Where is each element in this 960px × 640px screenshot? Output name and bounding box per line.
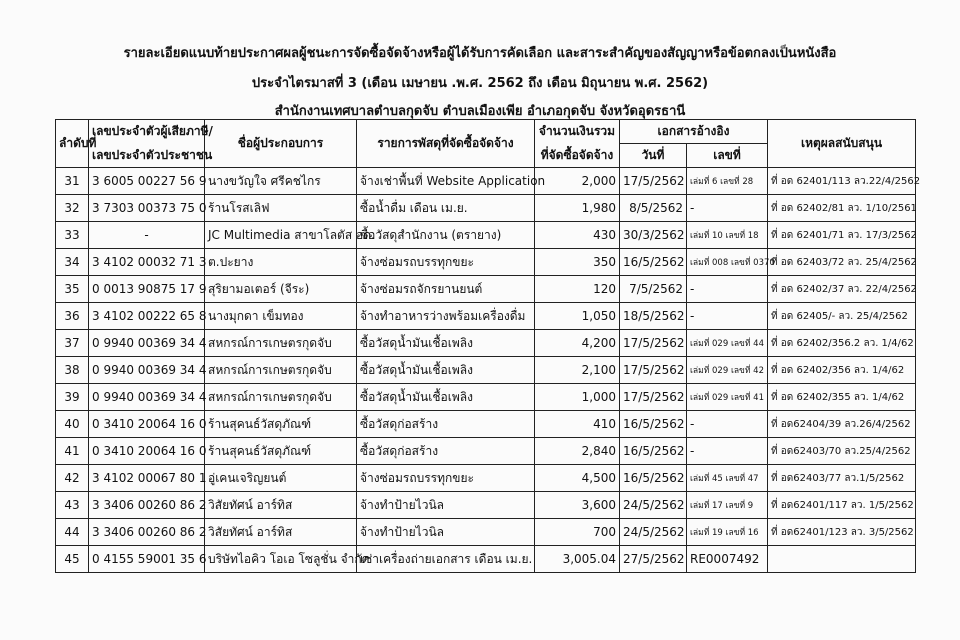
cell-amount: 1,000 bbox=[535, 384, 620, 411]
cell-ref-date: 17/5/2562 bbox=[620, 330, 687, 357]
cell-item: จ้างซ่อมรถบรรทุกขยะ bbox=[357, 249, 535, 276]
cell-reason: ที่ อด62403/70 ลว.25/4/2562 bbox=[768, 438, 916, 465]
cell-vendor: สหกรณ์การเกษตรกุดจับ bbox=[205, 357, 357, 384]
table-row bbox=[56, 222, 916, 249]
table-row bbox=[56, 249, 916, 276]
cell-ref-no: เล่มที่ 029 เลขที่ 41 bbox=[687, 384, 768, 411]
table-row bbox=[56, 411, 916, 438]
cell-ref-no: เล่มที่ 10 เลขที่ 18 bbox=[687, 222, 768, 249]
cell-ref-date: 7/5/2562 bbox=[620, 276, 687, 303]
cell-ref-no: - bbox=[687, 195, 768, 222]
col-header-reason: เหตุผลสนับสนุน bbox=[768, 120, 916, 168]
cell-taxid: 3 4102 00067 80 1 bbox=[89, 465, 205, 492]
cell-no: 36 bbox=[56, 303, 89, 330]
table-header-row bbox=[56, 120, 916, 144]
cell-ref-no: เล่มที่ 008 เลขที่ 0370 bbox=[687, 249, 768, 276]
cell-vendor: JC Multimedia สาขาโลตัส อด. bbox=[205, 222, 357, 249]
col-header-taxid-1: เลขประจำตัวผู้เสียภาษี/ bbox=[89, 120, 205, 144]
cell-no: 33 bbox=[56, 222, 89, 249]
cell-item: ซื้อวัสดุก่อสร้าง bbox=[357, 411, 535, 438]
col-header-amount-1: จำนวนเงินรวม bbox=[535, 120, 620, 144]
cell-taxid: 3 4102 00032 71 3 bbox=[89, 249, 205, 276]
cell-vendor: นางมุกดา เข็มทอง bbox=[205, 303, 357, 330]
procurement-table bbox=[55, 119, 921, 573]
cell-no: 41 bbox=[56, 438, 89, 465]
document-period: ประจำไตรมาสที่ 3 (เดือน เมษายน .พ.ศ. 2562 ถึง เดือน มิถุนายน พ.ศ. 2562) bbox=[251, 76, 709, 91]
cell-vendor: อู่เคนเจริญยนต์ bbox=[205, 465, 357, 492]
cell-no: 42 bbox=[56, 465, 89, 492]
cell-ref-date: 24/5/2562 bbox=[620, 519, 687, 546]
cell-reason: ที่ อด 62403/72 ลว. 25/4/2562 bbox=[768, 249, 916, 276]
cell-reason: ที่ อด62401/117 ลว. 1/5/2562 bbox=[768, 492, 916, 519]
cell-ref-date: 18/5/2562 bbox=[620, 303, 687, 330]
cell-ref-no: - bbox=[687, 276, 768, 303]
cell-reason: ที่ อด 62402/355 ลว. 1/4/62 bbox=[768, 384, 916, 411]
col-header-ref-no: เลขที่ bbox=[687, 144, 768, 168]
cell-amount: 4,500 bbox=[535, 465, 620, 492]
cell-ref-date: 30/3/2562 bbox=[620, 222, 687, 249]
cell-item: ซื้อวัสดุก่อสร้าง bbox=[357, 438, 535, 465]
cell-amount: 350 bbox=[535, 249, 620, 276]
table-row bbox=[56, 519, 916, 546]
cell-ref-no: - bbox=[687, 438, 768, 465]
cell-ref-no: - bbox=[687, 411, 768, 438]
cell-vendor: ร้านสุคนธ์วัสดุภัณฑ์ bbox=[205, 438, 357, 465]
cell-item: ซื้อวัสดุสำนักงาน (ตรายาง) bbox=[357, 222, 535, 249]
cell-ref-no: เล่มที่ 19 เลขที่ 16 bbox=[687, 519, 768, 546]
cell-item: ซื้อวัสดุน้ำมันเชื้อเพลิง bbox=[357, 384, 535, 411]
cell-ref-date: 24/5/2562 bbox=[620, 492, 687, 519]
cell-taxid: 3 3406 00260 86 2 bbox=[89, 519, 205, 546]
table-row bbox=[56, 546, 916, 573]
table-row bbox=[56, 303, 916, 330]
cell-item: จ้างเช่าพื้นที่ Website Application bbox=[357, 168, 535, 195]
cell-reason: ที่ อด62401/123 ลว. 3/5/2562 bbox=[768, 519, 916, 546]
cell-amount: 1,050 bbox=[535, 303, 620, 330]
cell-taxid: 0 3410 20064 16 0 bbox=[89, 411, 205, 438]
cell-vendor: วิสัยทัศน์ อาร์ทิส bbox=[205, 492, 357, 519]
col-header-ref: เอกสารอ้างอิง bbox=[620, 120, 768, 144]
cell-vendor: สุริยามอเตอร์ (จีระ) bbox=[205, 276, 357, 303]
cell-ref-no: เล่มที่ 029 เลขที่ 44 bbox=[687, 330, 768, 357]
cell-no: 31 bbox=[56, 168, 89, 195]
col-header-taxid-2: เลขประจำตัวประชาชน bbox=[89, 144, 205, 168]
cell-no: 40 bbox=[56, 411, 89, 438]
table-body bbox=[56, 168, 921, 573]
cell-item: จ้างทำป้ายไวนิล bbox=[357, 492, 535, 519]
cell-ref-date: 16/5/2562 bbox=[620, 465, 687, 492]
cell-vendor: สหกรณ์การเกษตรกุดจับ bbox=[205, 330, 357, 357]
table-row bbox=[56, 168, 916, 195]
cell-item: ซื้อวัสดุน้ำมันเชื้อเพลิง bbox=[357, 330, 535, 357]
cell-taxid: 3 3406 00260 86 2 bbox=[89, 492, 205, 519]
cell-ref-date: 17/5/2562 bbox=[620, 384, 687, 411]
cell-amount: 4,200 bbox=[535, 330, 620, 357]
cell-no: 43 bbox=[56, 492, 89, 519]
cell-vendor: สหกรณ์การเกษตรกุดจับ bbox=[205, 384, 357, 411]
cell-amount: 3,005.04 bbox=[535, 546, 620, 573]
cell-ref-date: 8/5/2562 bbox=[620, 195, 687, 222]
cell-ref-date: 16/5/2562 bbox=[620, 411, 687, 438]
cell-reason: ที่ อด62404/39 ลว.26/4/2562 bbox=[768, 411, 916, 438]
document-office: สำนักงานเทศบาลตำบลกุดจับ ตำบลเมืองเพีย อำเภอกุดจับ จังหวัดอุดรธานี bbox=[274, 104, 686, 119]
cell-reason: ที่ อด 62402/356 ลว. 1/4/62 bbox=[768, 357, 916, 384]
cell-taxid: 0 0013 90875 17 9 bbox=[89, 276, 205, 303]
table-row bbox=[56, 195, 916, 222]
cell-ref-date: 17/5/2562 bbox=[620, 357, 687, 384]
cell-amount: 430 bbox=[535, 222, 620, 249]
cell-reason: ที่ อด 62402/81 ลว. 1/10/2561 bbox=[768, 195, 916, 222]
cell-ref-no: RE0007492 bbox=[687, 546, 768, 573]
cell-taxid: 0 9940 00369 34 4 bbox=[89, 384, 205, 411]
cell-reason: ที่ อด 62402/37 ลว. 22/4/2562 bbox=[768, 276, 916, 303]
cell-no: 44 bbox=[56, 519, 89, 546]
table-row bbox=[56, 384, 916, 411]
cell-vendor: ร้านสุคนธ์วัสดุภัณฑ์ bbox=[205, 411, 357, 438]
cell-taxid: 0 9940 00369 34 4 bbox=[89, 330, 205, 357]
cell-reason: ที่ อด62403/77 ลว.1/5/2562 bbox=[768, 465, 916, 492]
cell-no: 39 bbox=[56, 384, 89, 411]
table-row bbox=[56, 492, 916, 519]
col-header-vendor: ชื่อผู้ประกอบการ bbox=[205, 120, 357, 168]
col-header-amount-2: ที่จัดซื้อจัดจ้าง bbox=[535, 144, 620, 168]
cell-reason: ที่ อด 62401/71 ลว. 17/3/2562 bbox=[768, 222, 916, 249]
cell-no: 37 bbox=[56, 330, 89, 357]
cell-vendor: วิสัยทัศน์ อาร์ทิส bbox=[205, 519, 357, 546]
cell-item: จ้างทำอาหารว่างพร้อมเครื่องดื่ม bbox=[357, 303, 535, 330]
cell-amount: 2,840 bbox=[535, 438, 620, 465]
cell-reason: ที่ อด 62402/356.2 ลว. 1/4/62 bbox=[768, 330, 916, 357]
cell-taxid: 0 4155 59001 35 6 bbox=[89, 546, 205, 573]
cell-vendor: ร้านโรสเลิฟ bbox=[205, 195, 357, 222]
cell-taxid: - bbox=[89, 222, 205, 249]
cell-amount: 3,600 bbox=[535, 492, 620, 519]
cell-item: จ้างซ่อมรถจักรยานยนต์ bbox=[357, 276, 535, 303]
cell-ref-no: เล่มที่ 6 เลขที่ 28 bbox=[687, 168, 768, 195]
cell-no: 35 bbox=[56, 276, 89, 303]
cell-item: จ้างซ่อมรถบรรทุกขยะ bbox=[357, 465, 535, 492]
cell-amount: 120 bbox=[535, 276, 620, 303]
cell-taxid: 0 3410 20064 16 0 bbox=[89, 438, 205, 465]
cell-taxid: 3 4102 00222 65 8 bbox=[89, 303, 205, 330]
table-row bbox=[56, 276, 916, 303]
cell-taxid: 3 6005 00227 56 9 bbox=[89, 168, 205, 195]
cell-no: 34 bbox=[56, 249, 89, 276]
cell-reason bbox=[768, 546, 916, 573]
cell-amount: 700 bbox=[535, 519, 620, 546]
table-row bbox=[56, 465, 916, 492]
table-row bbox=[56, 357, 916, 384]
cell-reason: ที่ อด 62401/113 ลว.22/4/2562 bbox=[768, 168, 916, 195]
cell-ref-date: 16/5/2562 bbox=[620, 249, 687, 276]
cell-item: ซื้อน้ำดื่ม เดือน เม.ย. bbox=[357, 195, 535, 222]
cell-taxid: 3 7303 00373 75 0 bbox=[89, 195, 205, 222]
cell-ref-no: เล่มที่ 45 เลขที่ 47 bbox=[687, 465, 768, 492]
cell-amount: 2,000 bbox=[535, 168, 620, 195]
cell-reason: ที่ อด 62405/- ลว. 25/4/2562 bbox=[768, 303, 916, 330]
cell-amount: 2,100 bbox=[535, 357, 620, 384]
cell-no: 32 bbox=[56, 195, 89, 222]
cell-vendor: บริษัทไอคิว โอเอ โซลูชั่น จำกัด bbox=[205, 546, 357, 573]
cell-amount: 1,980 bbox=[535, 195, 620, 222]
cell-no: 45 bbox=[56, 546, 89, 573]
col-header-item: รายการพัสดุที่จัดซื้อจัดจ้าง bbox=[357, 120, 535, 168]
cell-vendor: นางขวัญใจ ศรีคชไกร bbox=[205, 168, 357, 195]
col-header-ref-date: วันที่ bbox=[620, 144, 687, 168]
cell-item: ซื้อวัสดุน้ำมันเชื้อเพลิง bbox=[357, 357, 535, 384]
cell-amount: 410 bbox=[535, 411, 620, 438]
cell-ref-no: เล่มที่ 17 เลขที่ 9 bbox=[687, 492, 768, 519]
cell-ref-date: 27/5/2562 bbox=[620, 546, 687, 573]
cell-ref-no: - bbox=[687, 303, 768, 330]
cell-vendor: ต.ปะยาง bbox=[205, 249, 357, 276]
table-row bbox=[56, 330, 916, 357]
cell-ref-no: เล่มที่ 029 เลขที่ 42 bbox=[687, 357, 768, 384]
cell-no: 38 bbox=[56, 357, 89, 384]
cell-item: จ้างทำป้ายไวนิล bbox=[357, 519, 535, 546]
cell-item: เช่าเครื่องถ่ายเอกสาร เดือน เม.ย. bbox=[357, 546, 535, 573]
cell-taxid: 0 9940 00369 34 4 bbox=[89, 357, 205, 384]
cell-ref-date: 17/5/2562 bbox=[620, 168, 687, 195]
cell-ref-date: 16/5/2562 bbox=[620, 438, 687, 465]
table-row bbox=[56, 438, 916, 465]
col-header-no: ลำดับที่ bbox=[56, 120, 89, 168]
document-title: รายละเอียดแนบท้ายประกาศผลผู้ชนะการจัดซื้อจัดจ้างหรือผู้ได้รับการคัดเลือก และสาระสำคัญของสัญญาหรือข้อตกลงเป็นหนังสือ bbox=[123, 46, 837, 61]
